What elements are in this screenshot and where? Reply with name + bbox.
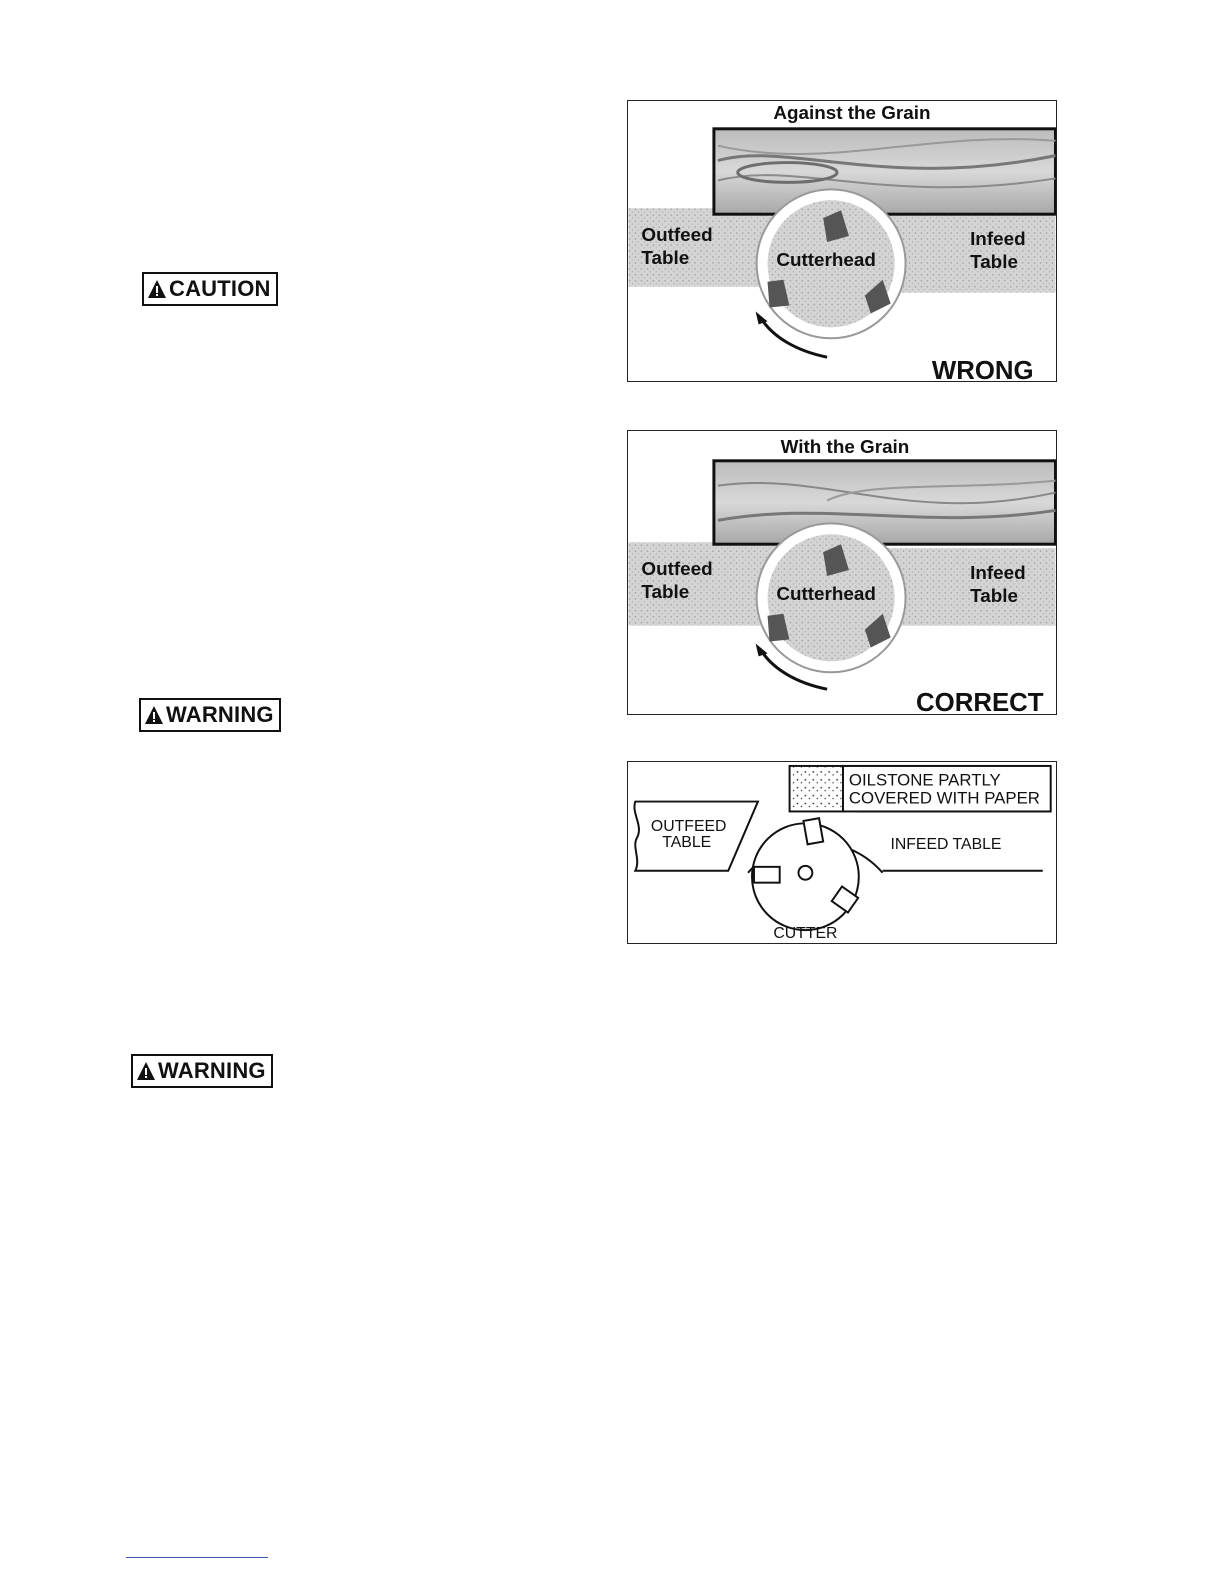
- hazard-triangle-icon: [144, 705, 164, 725]
- figure-against-grain: [627, 100, 1057, 382]
- caution-label: CAUTION: [169, 276, 271, 301]
- cutter-label: CUTTER: [773, 925, 838, 943]
- hazard-triangle-icon: [136, 1061, 156, 1081]
- figure-title: Against the Grain: [773, 101, 931, 123]
- workpiece-board: [714, 129, 1056, 214]
- figure-oilstone: [627, 761, 1057, 944]
- oilstone: [790, 766, 843, 811]
- infeed-label-line1: Infeed: [970, 227, 1026, 249]
- infeed-label: INFEED TABLE: [890, 836, 1002, 854]
- infeed-label-line2: Table: [970, 584, 1018, 606]
- caution-badge: [142, 272, 278, 306]
- workpiece-board: [714, 461, 1056, 544]
- figure-title: With the Grain: [780, 435, 910, 457]
- cutterhead-label: Cutterhead: [776, 248, 876, 270]
- oilstone-label-line1: OILSTONE PARTLY: [848, 770, 1001, 790]
- outfeed-label-line1: OUTFEED: [650, 818, 727, 836]
- hazard-triangle-icon: [147, 279, 167, 299]
- cutterhead-label: Cutterhead: [776, 582, 876, 604]
- outfeed-label-line2: Table: [641, 580, 690, 602]
- warning-badge: [139, 698, 281, 732]
- infeed-label-line2: Table: [970, 250, 1018, 272]
- outfeed-label-line1: Outfeed: [641, 224, 713, 245]
- outfeed-label-line2: Table: [641, 246, 690, 268]
- verdict-label: CORRECT: [916, 689, 1044, 714]
- infeed-label-line1: Infeed: [970, 561, 1026, 583]
- footer-rule: [126, 1557, 268, 1558]
- warning-badge-second: [131, 1054, 273, 1088]
- infeed-table: [882, 214, 1056, 292]
- warning-label-second: WARNING: [158, 1058, 266, 1083]
- oilstone-label-line2: COVERED WITH PAPER: [848, 788, 1040, 808]
- verdict-label: WRONG: [931, 357, 1034, 381]
- warning-label: WARNING: [166, 702, 274, 727]
- infeed-table: [882, 548, 1056, 625]
- figure-with-grain: [627, 430, 1057, 715]
- outfeed-label-line1: Outfeed: [641, 557, 713, 579]
- outfeed-label-line2: TABLE: [662, 834, 712, 852]
